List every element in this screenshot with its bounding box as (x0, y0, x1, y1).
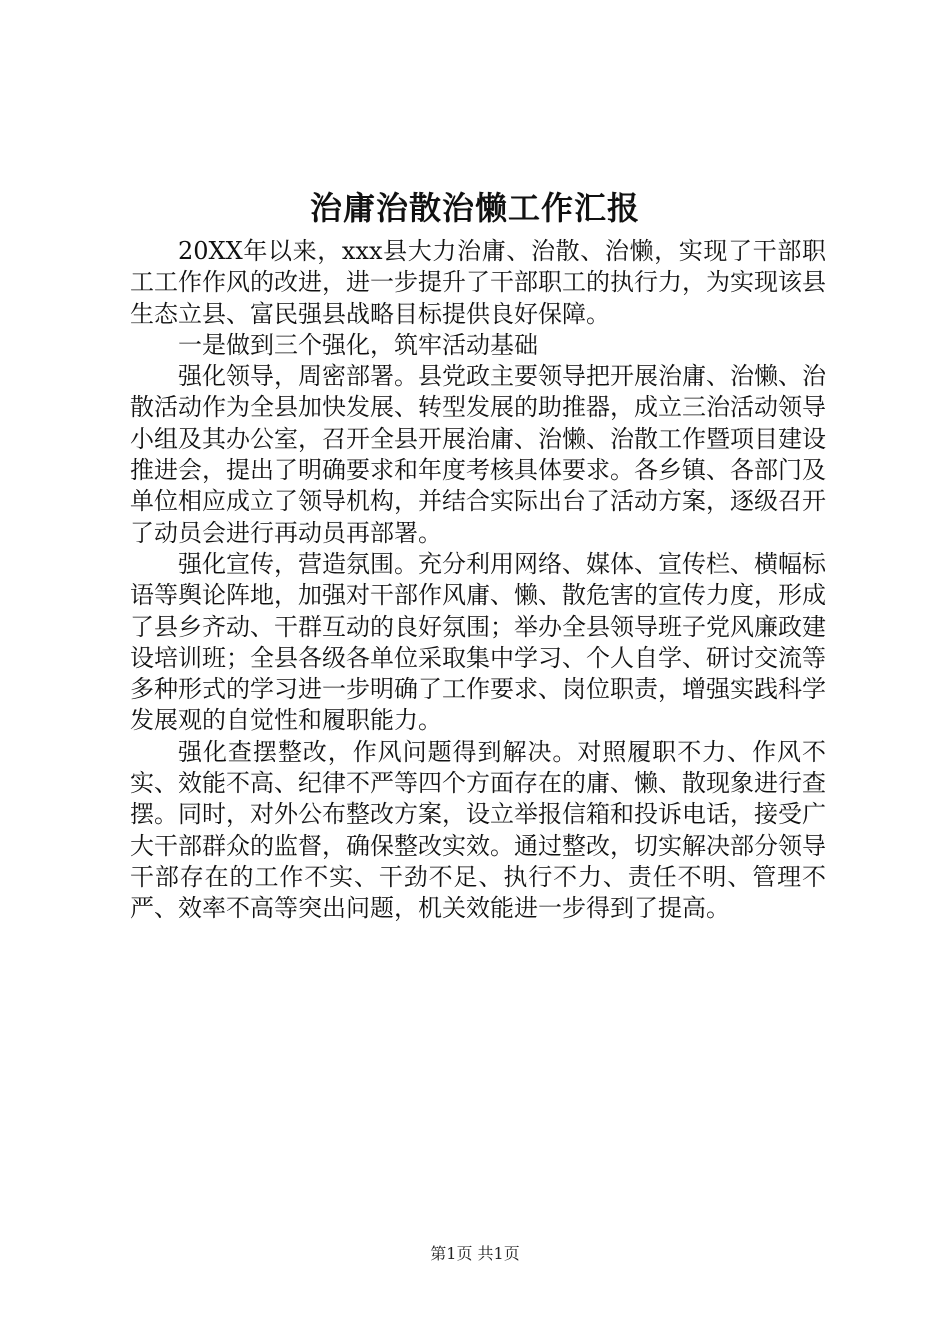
paragraph-rectification: 强化查摆整改，作风问题得到解决。对照履职不力、作风不实、效能不高、纪律不严等四个方面存在的庸、懒、散现象进行查摆。同时，对外公布整改方案，设立举报信箱和投诉电话，接受广大干部群众的监督，确保整改实效。通过整改，切实解决部分领导干部存在的工作不实、干劲不足、执行不力、责任不明、管理不严、效率不高等突出问题，机关效能进一步得到了提高。 (130, 737, 826, 923)
document-body (130, 236, 826, 925)
paragraph-section-heading: 一是做到三个强化，筑牢活动基础 (178, 330, 538, 359)
document-title: 治庸治散治懒工作汇报 (309, 189, 640, 227)
paragraph-leadership: 强化领导，周密部署。县党政主要领导把开展治庸、治懒、治散活动作为全县加快发展、转型发展的助推器，成立三治活动领导小组及其办公室，召开全县开展治庸、治懒、治散工作暨项目建设推进会，提出了明确要求和年度考核具体要求。各乡镇、各部门及单位相应成立了领导机构，并结合实际出台了活动方案，逐级召开了动员会进行再动员再部署。 (130, 362, 826, 547)
paragraph-publicity: 强化宣传，营造氛围。充分利用网络、媒体、宣传栏、横幅标语等舆论阵地，加强对干部作风庸、懒、散危害的宣传力度，形成了县乡齐动、干群互动的良好氛围；举办全县领导班子党风廉政建设培训班；全县各级各单位采取集中学习、个人自学、研讨交流等多种形式的学习进一步明确了工作要求、岗位职责，增强实践科学发展观的自觉性和履职能力。 (130, 549, 826, 735)
page-number-footer: 第1页 共1页 (430, 1244, 520, 1263)
paragraph-intro: 20XX年以来，xxx县大力治庸、治散、治懒，实现了干部职工工作作风的改进，进一步提升了干部职工的执行力，为实现该县生态立县、富民强县战略目标提供良好保障。 (130, 237, 826, 328)
